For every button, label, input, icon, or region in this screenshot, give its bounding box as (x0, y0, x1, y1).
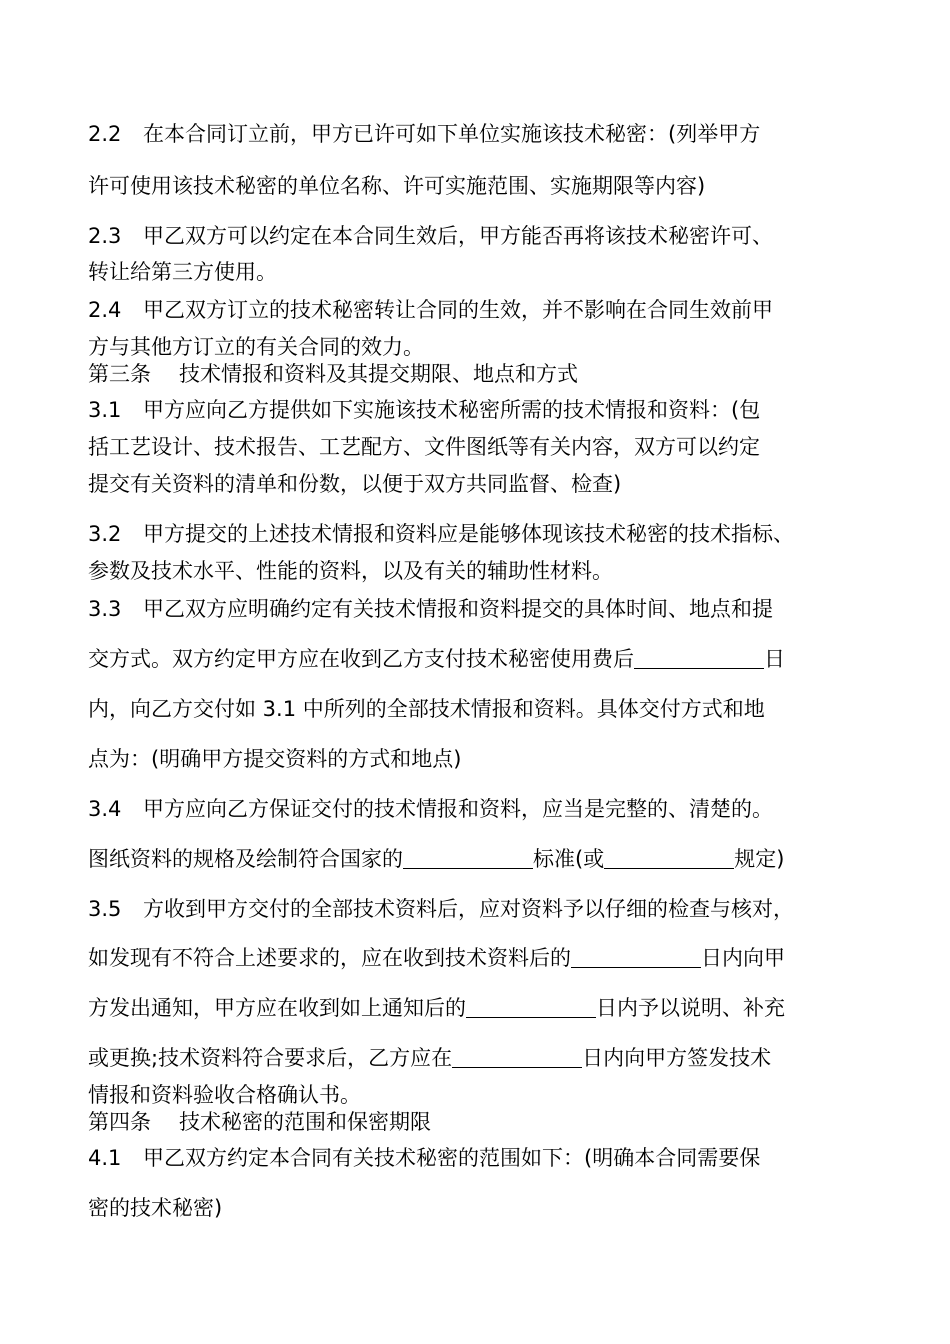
clause-3-5-line-5: 情报和资料验收合格确认书。 (88, 1083, 361, 1107)
clause-number: 3.3 (88, 597, 122, 621)
clause-text: 图纸资料的规格及绘制符合国家的 (88, 847, 403, 871)
clause-number: 4.1 (88, 1146, 122, 1170)
clause-3-5-line-4 (88, 1044, 888, 1072)
clause-2-3-line-2: 转让给第三方使用。 (88, 260, 277, 284)
clause-3-3-line-3: 内，向乙方交付如 3.1 中所列的全部技术情报和资料。具体交付方式和地 (88, 697, 765, 721)
clause-4-1-line-1 (88, 1144, 888, 1172)
clause-3-5-line-3 (88, 994, 888, 1022)
clause-text: 或更换;技术资料符合要求后，乙方应在 (88, 1046, 453, 1070)
fill-in-blank[interactable] (634, 647, 764, 669)
clause-4-1-line-2: 密的技术秘密) (88, 1196, 223, 1220)
clause-text: 交方式。双方约定甲方应在收到乙方支付技术秘密使用费后 (88, 647, 634, 671)
clause-text: 甲乙双方应明确约定有关技术情报和资料提交的具体时间、地点和提 (143, 597, 773, 621)
clause-3-5-line-2 (88, 944, 888, 972)
clause-2-2-line-2: 许可使用该技术秘密的单位名称、许可实施范围、实施期限等内容) (88, 174, 706, 198)
clause-3-2-line-1 (88, 520, 888, 548)
fill-in-blank[interactable] (452, 1046, 582, 1068)
article-number: 第三条 (88, 362, 151, 386)
clause-3-4-line-2 (88, 845, 888, 873)
article-title: 技术情报和资料及其提交期限、地点和方式 (179, 362, 578, 386)
clause-text: 甲乙双方订立的技术秘密转让合同的生效，并不影响在合同生效前甲 (143, 298, 773, 322)
clause-3-1-line-2: 括工艺设计、技术报告、工艺配方、文件图纸等有关内容，双方可以约定 (88, 435, 760, 459)
clause-3-5-line-1 (88, 895, 888, 923)
clause-text: 甲乙双方约定本合同有关技术秘密的范围如下：(明确本合同需要保 (143, 1146, 761, 1170)
fill-in-blank[interactable] (604, 847, 734, 869)
clause-3-2-line-2: 参数及技术水平、性能的资料，以及有关的辅助性材料。 (88, 559, 613, 583)
clause-3-1-line-3: 提交有关资料的清单和份数，以便于双方共同监督、检查) (88, 472, 622, 496)
clause-text: 在本合同订立前，甲方已许可如下单位实施该技术秘密：(列举甲方 (143, 122, 761, 146)
clause-text: 甲方应向乙方提供如下实施该技术秘密所需的技术情报和资料：(包 (143, 398, 761, 422)
article-4-heading (88, 1108, 888, 1136)
clause-text: 甲方应向乙方保证交付的技术情报和资料，应当是完整的、清楚的。 (143, 797, 773, 821)
clause-3-3-line-2 (88, 645, 888, 673)
clause-text: 如发现有不符合上述要求的，应在收到技术资料后的 (88, 946, 571, 970)
clause-text: 日内予以说明、补充 (596, 996, 785, 1020)
clause-number: 2.2 (88, 122, 122, 146)
clause-text: 方收到甲方交付的全部技术资料后，应对资料予以仔细的检查与核对， (143, 897, 794, 921)
article-title: 技术秘密的范围和保密期限 (179, 1110, 431, 1134)
fill-in-blank[interactable] (466, 996, 596, 1018)
clause-2-2-line-1 (88, 120, 888, 148)
article-3-heading (88, 360, 888, 388)
clause-3-1-line-1 (88, 396, 888, 424)
fill-in-blank[interactable] (571, 946, 701, 968)
clause-2-3-line-1 (88, 222, 888, 250)
clause-text: 日内向甲 (701, 946, 785, 970)
clause-number: 3.5 (88, 897, 122, 921)
clause-text: 日 (764, 647, 785, 671)
clause-text: 标准(或 (533, 847, 605, 871)
clause-number: 2.3 (88, 224, 122, 248)
clause-text: 日内向甲方签发技术 (582, 1046, 772, 1070)
clause-text: 方发出通知，甲方应在收到如上通知后的 (88, 996, 466, 1020)
clause-2-4-line-1 (88, 296, 888, 324)
clause-2-4-line-2: 方与其他方订立的有关合同的效力。 (88, 335, 424, 359)
clause-text: 规定) (734, 847, 785, 871)
article-number: 第四条 (88, 1110, 151, 1134)
clause-number: 3.1 (88, 398, 122, 422)
clause-3-3-line-4: 点为：(明确甲方提交资料的方式和地点) (88, 747, 462, 771)
fill-in-blank[interactable] (403, 847, 533, 869)
clause-3-3-line-1 (88, 595, 888, 623)
clause-3-4-line-1 (88, 795, 888, 823)
clause-number: 2.4 (88, 298, 122, 322)
clause-text: 甲方提交的上述技术情报和资料应是能够体现该技术秘密的技术指标、 (143, 522, 794, 546)
clause-number: 3.4 (88, 797, 122, 821)
clause-text: 甲乙双方可以约定在本合同生效后，甲方能否再将该技术秘密许可、 (143, 224, 773, 248)
clause-number: 3.2 (88, 522, 122, 546)
